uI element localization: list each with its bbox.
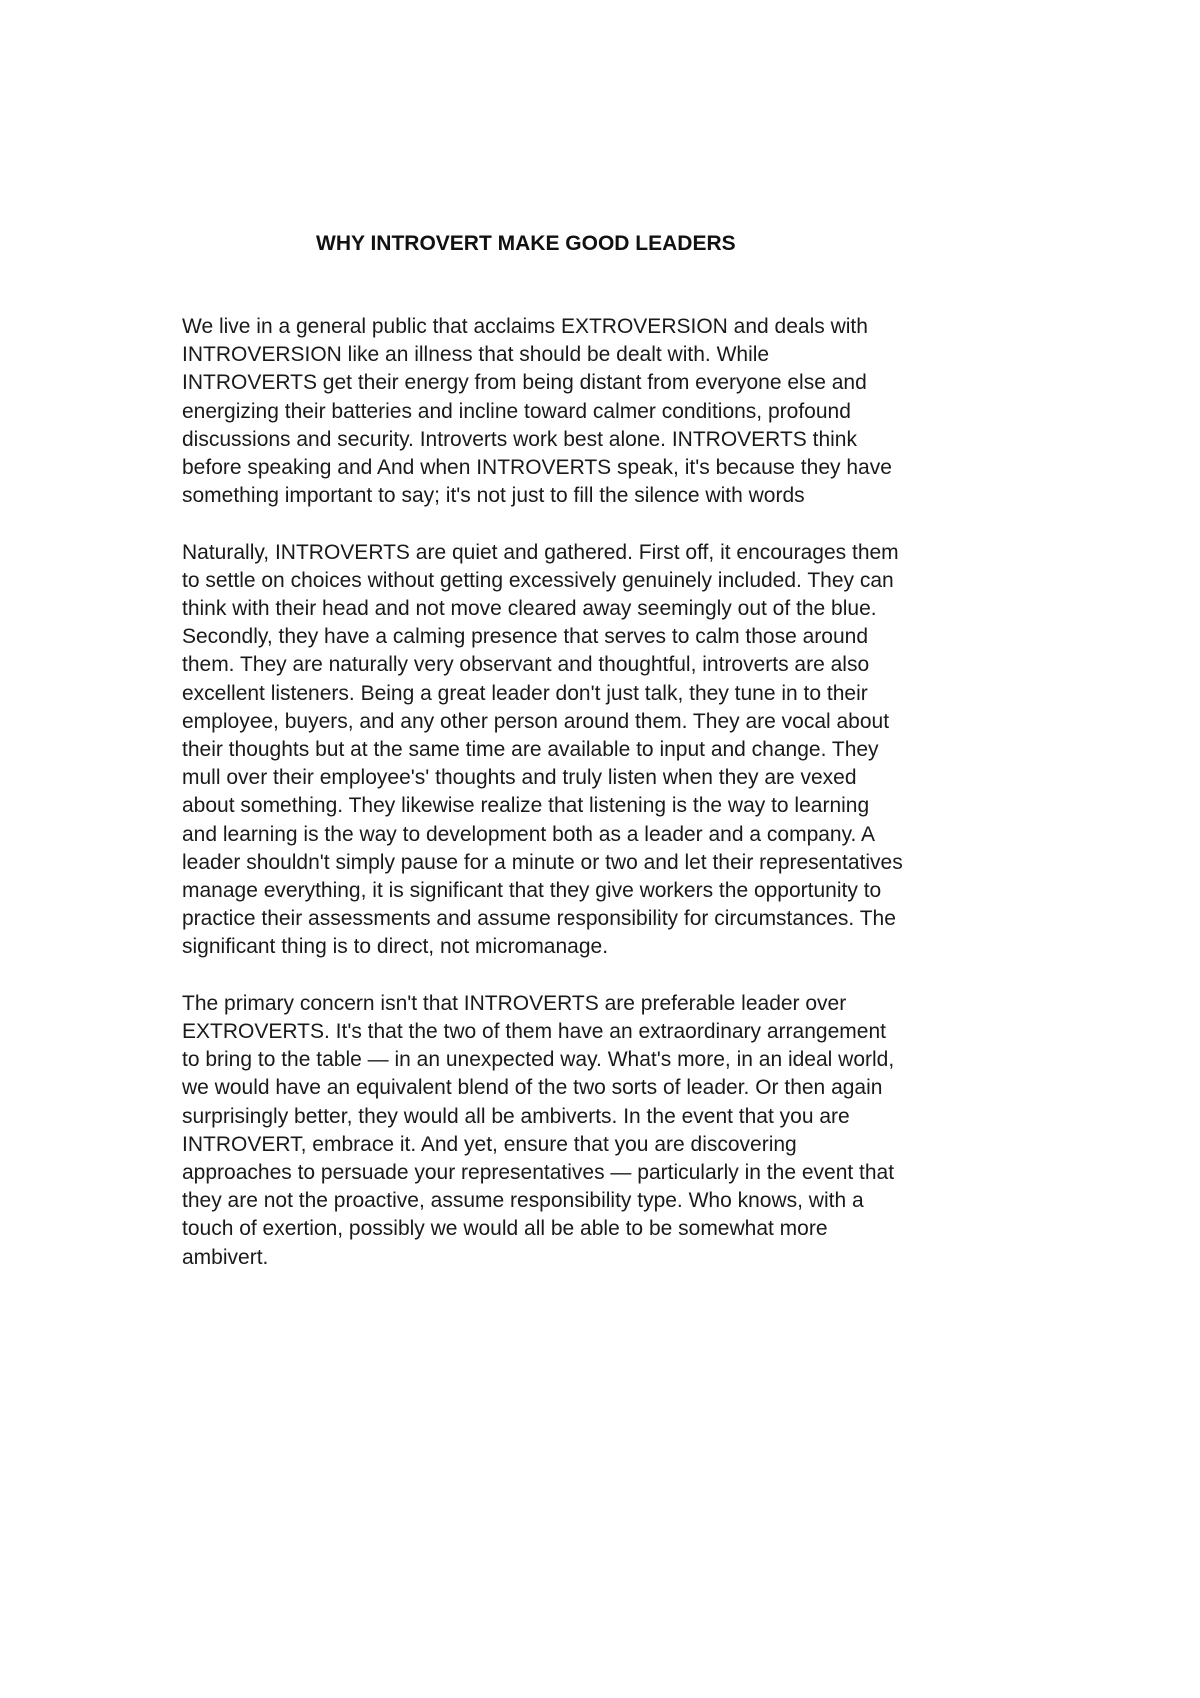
paragraph-1: [182, 313, 1042, 510]
paragraph-line: and learning is the way to development both as a leader and a company. A: [182, 822, 876, 846]
paragraph-line: to settle on choices without getting excessively genuinely included. They can: [182, 568, 894, 592]
paragraph-line: approaches to persuade your representatives — particularly in the event that: [182, 1161, 895, 1185]
paragraph-line: leader shouldn't simply pause for a minute or two and let their representatives: [182, 850, 903, 874]
paragraph-line: manage everything, it is significant that they give workers the opportunity to: [182, 878, 882, 902]
paragraph-line: them. They are naturally very observant and thoughtful, introverts are also: [182, 653, 870, 677]
paragraph-line: Naturally, INTROVERTS are quiet and gathered. First off, it encourages them: [182, 540, 899, 564]
paragraph-line: significant thing is to direct, not micromanage.: [182, 935, 609, 959]
paragraph-line: practice their assessments and assume responsibility for circumstances. The: [182, 907, 896, 931]
paragraph-line: The primary concern isn't that INTROVERTS are preferable leader over: [182, 991, 847, 1015]
paragraph-line: touch of exertion, possibly we would all be able to be somewhat more: [182, 1217, 828, 1241]
paragraph-line: to bring to the table — in an unexpected way. What's more, in an ideal world,: [182, 1048, 895, 1072]
paragraph-line: their thoughts but at the same time are available to input and change. They: [182, 738, 879, 762]
document-body: [182, 313, 1042, 1300]
paragraph-line: something important to say; it's not just to fill the silence with words: [182, 484, 805, 508]
paragraph-line: mull over their employee's' thoughts and truly listen when they are vexed: [182, 766, 857, 790]
paragraph-3: [182, 990, 1042, 1272]
paragraph-line: we would have an equivalent blend of the two sorts of leader. Or then again: [182, 1076, 883, 1100]
paragraph-line: before speaking and And when INTROVERTS speak, it's because they have: [182, 455, 892, 479]
paragraph-line: EXTROVERTS. It's that the two of them have an extraordinary arrangement: [182, 1020, 886, 1044]
paragraph-line: employee, buyers, and any other person around them. They are vocal about: [182, 709, 890, 733]
paragraph-line: surprisingly better, they would all be ambiverts. In the event that you are: [182, 1104, 850, 1128]
paragraph-line: INTROVERTS get their energy from being distant from everyone else and: [182, 371, 867, 395]
paragraph-line: about something. They likewise realize that listening is the way to learning: [182, 794, 870, 818]
paragraph-line: think with their head and not move cleared away seemingly out of the blue.: [182, 597, 877, 621]
paragraph-line: ambivert.: [182, 1245, 269, 1269]
paragraph-line: Secondly, they have a calming presence that serves to calm those around: [182, 625, 868, 649]
paragraph-line: they are not the proactive, assume responsibility type. Who knows, with a: [182, 1189, 864, 1213]
paragraph-line: INTROVERT, embrace it. And yet, ensure that you are discovering: [182, 1132, 797, 1156]
paragraph-2: [182, 539, 1042, 962]
document-title: WHY INTROVERT MAKE GOOD LEADERS: [316, 232, 736, 255]
paragraph-line: excellent listeners. Being a great leader don't just talk, they tune in to their: [182, 681, 868, 705]
paragraph-line: INTROVERSION like an illness that should be dealt with. While: [182, 343, 770, 367]
paragraph-line: discussions and security. Introverts work best alone. INTROVERTS think: [182, 427, 857, 451]
paragraph-line: We live in a general public that acclaims EXTROVERSION and deals with: [182, 315, 868, 338]
paragraph-line: energizing their batteries and incline toward calmer conditions, profound: [182, 399, 851, 423]
